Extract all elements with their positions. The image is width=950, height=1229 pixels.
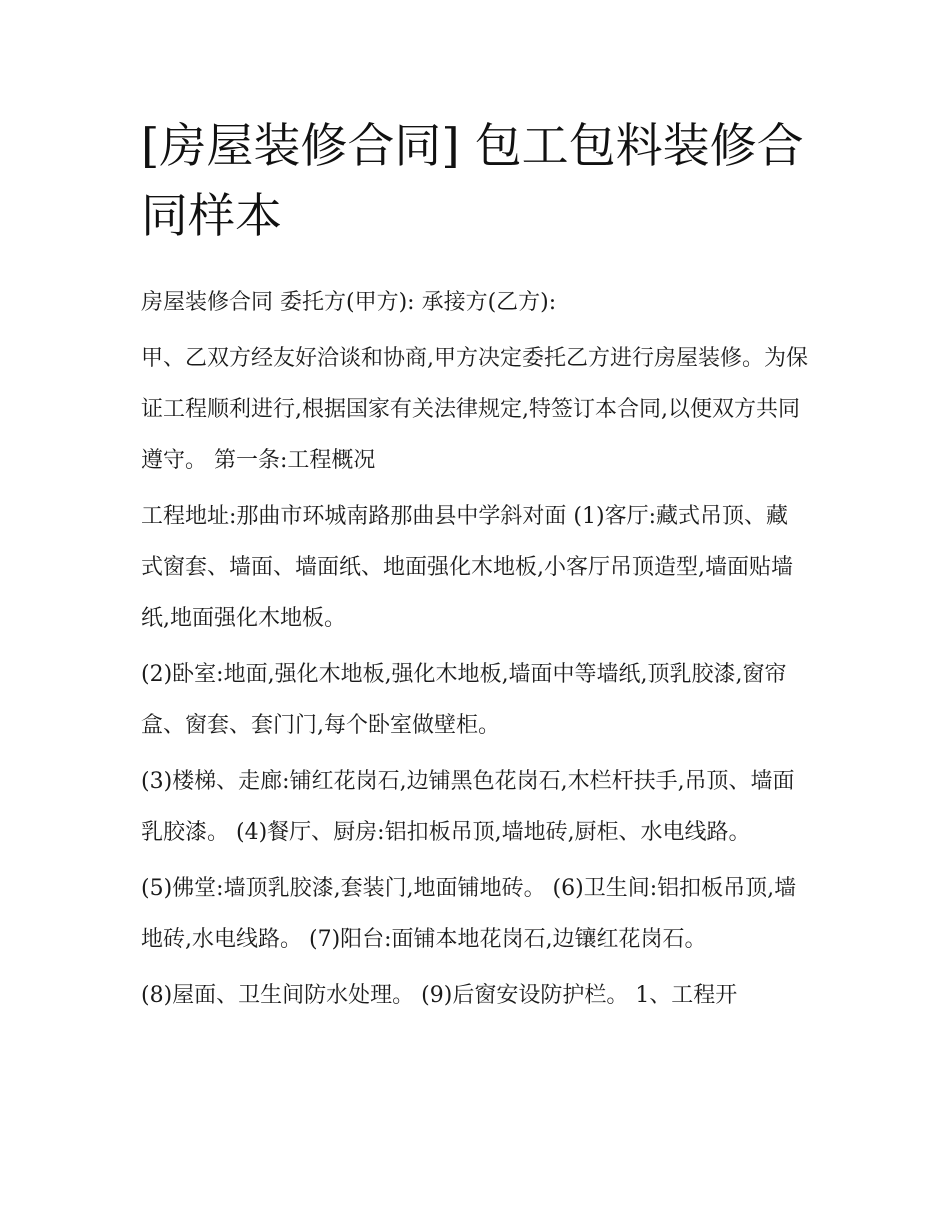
paragraph-stairs-kitchen: (3)楼梯、走廊:铺红花岗石,边铺黑色花岗石,木栏杆扶手,吊顶、墙面乳胶漆。 (4)餐厅、厨房:铝扣板吊顶,墙地砖,厨柜、水电线路。 — [141, 769, 795, 845]
document-title: [房屋装修合同] 包工包料装修合同样本 — [141, 119, 804, 244]
paragraph-preamble: 甲、乙双方经友好洽谈和协商,甲方决定委托乙方进行房屋装修。为保证工程顺利进行,根据国家有关法律规定,特签订本合同,以便双方共同遵守。 第一条:工程概况 — [141, 346, 808, 473]
paragraph-parties: 房屋装修合同 委托方(甲方): 承接方(乙方): — [141, 290, 557, 315]
paragraph-shrine-bath-balcony: (5)佛堂:墙顶乳胶漆,套装门,地面铺地砖。 (6)卫生间:铝扣板吊顶,墙地砖,水电线路。 (7)阳台:面铺本地花岗石,边镶红花岗石。 — [141, 876, 797, 952]
paragraph-bedroom: (2)卧室:地面,强化木地板,强化木地板,墙面中等墙纸,顶乳胶漆,窗帘盒、窗套、套门门,每个卧室做壁柜。 — [141, 662, 787, 738]
paragraph-project-address: 工程地址:那曲市环城南路那曲县中学斜对面 (1)客厅:藏式吊顶、藏式窗套、墙面、墙面纸、地面强化木地板,小客厅吊顶造型,墙面贴墙纸,地面强化木地板。 — [141, 504, 793, 631]
paragraph-waterproof: (8)屋面、卫生间防水处理。 (9)后窗安设防护栏。 1、工程开 — [141, 983, 738, 1008]
document-body — [141, 277, 809, 1026]
